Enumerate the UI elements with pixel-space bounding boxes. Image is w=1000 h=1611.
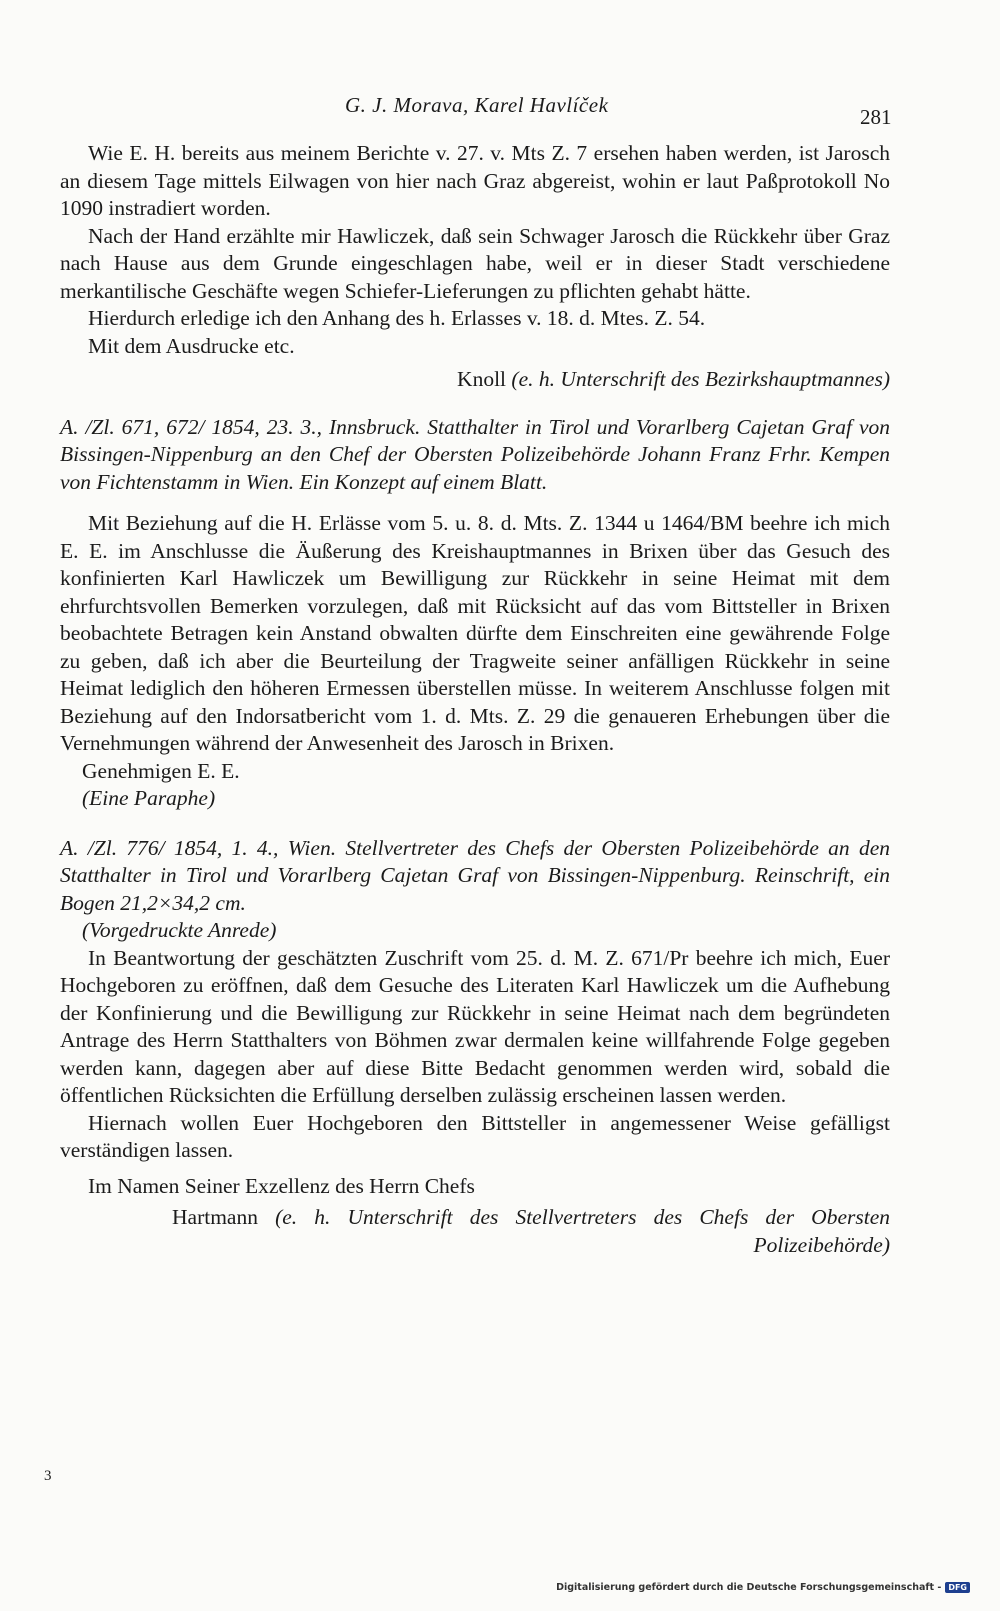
signature-note: (e. h. Unterschrift des Stellvertreters des Chefs der Obersten Polizeibehörde) xyxy=(275,1205,890,1257)
paragraph: Mit dem Ausdrucke etc. xyxy=(88,333,295,358)
running-title: G. J. Morava, Karel Havlíček xyxy=(345,93,609,117)
paragraph: Genehmigen E. E. xyxy=(82,758,240,783)
paragraph: Hiernach wollen Euer Hochgeboren den Bittsteller in angemessener Weise gefälligst verständigen lassen. xyxy=(60,1110,890,1162)
paragraph: Nach der Hand erzählte mir Hawliczek, daß sein Schwager Jarosch die Rückkehr über Graz nach Hause aus dem Grunde eingeschlagen habe, weil er in dieser Stadt verschiedene merkantilische Geschäfte wegen Schiefer-Lieferungen zu pflichten gehabt hätte. xyxy=(60,223,890,303)
document-heading: A. /Zl. 671, 672/ 1854, 23. 3., Innsbruck. Statthalter in Tirol und Vorarlberg Cajetan Graf von Bissingen-Nippenburg an den Chef der Obersten Polizeibehörde Johann Franz Frhr. Kempen von Fichtenstamm in Wien. Ein Konzept auf einem Blatt. xyxy=(60,414,890,494)
paragraph: In Beantwortung der geschätzten Zuschrift vom 25. d. M. Z. 671/Pr beehre ich mich, Euer Hochgeboren zu eröffnen, daß dem Gesuche des Literaten Karl Hawliczek um die Aufhebung der Konfinierung und die Bewilligung zur Rückkehr in seine Heimat nach dem begründeten Antrage des Herrn Statthalters von Böhmen zwar dermalen keine willfahrende Folge gegeben werden kann, dagegen aber auf diese Bitte Bedacht genommen werden wird, sobald die öffentlichen Rücksichten die Erfüllung derselben zulässig erscheinen lassen werden. xyxy=(60,945,890,1107)
spacer xyxy=(60,813,890,835)
signature-note: (e. h. Unterschrift des Bezirkshauptmannes) xyxy=(511,367,890,391)
paragraph: Im Namen Seiner Exzellenz des Herrn Chefs xyxy=(88,1173,475,1198)
paragraph: Wie E. H. bereits aus meinem Berichte v. 27. v. Mts Z. 7 ersehen haben werden, ist Jarosch an diesem Tage mittels Eilwagen von hier nach Graz abgereist, wohin er laut Paßprotokoll No 1090 instradiert worden. xyxy=(60,141,890,220)
paragraph: Mit Beziehung auf die H. Erlässe vom 5. u. 8. d. Mts. Z. 1344 u 1464/BM beehre ich mich E. E. im Anschlusse die Äußerung des Kreishauptmannes in Brixen über das Gesuch des konfinierten Karl Hawliczek um Bewilligung zur Rückkehr in seine Heimat mit dem ehrfurchtsvollen Bemerken vorzulegen, daß mit Rücksicht auf das vom Bittsteller in Brixen beobachtete Betragen kein Anstand obwalten dürfte dem Einschreiten eine gewährende Folge zu geben, daß ich aber die Beurteilung der Tragweite seiner anfälligen Rückkehr in seine Heimat lediglich den höheren Ermessen überstellen müsse. In weiterem Anschlusse folgen mit Beziehung auf den Indorsatbericht vom 1. d. Mts. Z. 29 die genaueren Erhebungen über die Vernehmungen während der Anwesenheit des Jarosch in Brixen. xyxy=(60,511,890,755)
digitization-credit xyxy=(556,1582,970,1593)
signature-line xyxy=(60,1204,890,1259)
dfg-logo-icon: DFG xyxy=(945,1582,970,1593)
signature-mark: 3 xyxy=(44,1468,52,1484)
page-body xyxy=(60,140,890,1259)
paragraph: Hierdurch erledige ich den Anhang des h. Erlasses v. 18. d. Mtes. Z. 54. xyxy=(88,306,706,330)
signature-name: Knoll xyxy=(457,367,507,391)
page-number: 281 xyxy=(860,105,892,129)
signature-line xyxy=(60,366,890,394)
spacer xyxy=(60,400,890,414)
salutation-note: (Vorgedruckte Anrede) xyxy=(82,918,277,942)
signature-name: Hartmann xyxy=(172,1205,258,1229)
paraph-note: (Eine Paraphe) xyxy=(82,786,216,810)
spacer xyxy=(60,496,890,510)
document-heading: A. /Zl. 776/ 1854, 1. 4., Wien. Stellvertreter des Chefs der Obersten Polizeibehörde an den Statthalter in Tirol und Vorarlberg Cajetan Graf von Bissingen-Nippenburg. Reinschrift, ein Bogen 21,2×34,2 cm. xyxy=(60,835,890,915)
credit-text: Digitalisierung gefördert durch die Deutsche Forschungsgemeinschaft - xyxy=(556,1582,942,1593)
